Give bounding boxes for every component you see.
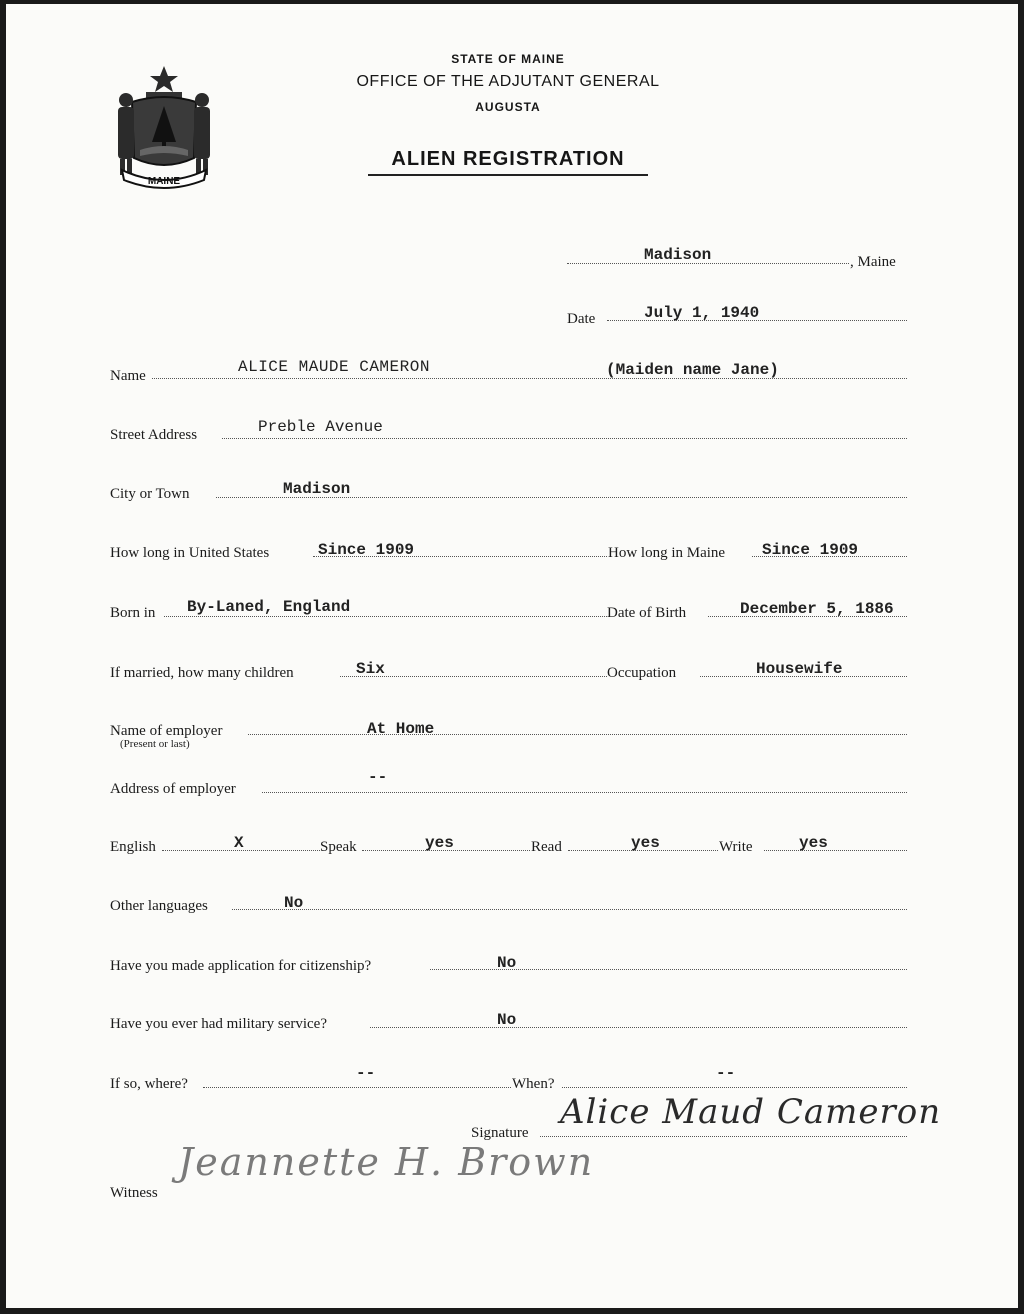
title-underline <box>368 174 648 176</box>
us-time-label: How long in United States <box>110 545 270 561</box>
witness-label: Witness <box>110 1185 158 1201</box>
when-value: -- <box>716 1064 736 1082</box>
street-line <box>222 438 907 439</box>
employer-label: Name of employer <box>110 723 223 739</box>
place-value: Madison <box>644 246 712 264</box>
header-city: AUGUSTA <box>475 100 541 114</box>
street-value: Preble Avenue <box>258 418 383 436</box>
citizenship-label: Have you made application for citizenship? <box>110 958 372 974</box>
header-state: STATE OF MAINE <box>451 52 565 66</box>
employer-sublabel: (Present or last) <box>120 738 190 750</box>
born-label: Born in <box>110 605 156 621</box>
employer-value: At Home <box>367 720 435 738</box>
employer-address-value: -- <box>368 768 388 786</box>
us-time-value: Since 1909 <box>318 541 415 559</box>
other-languages-label: Other languages <box>110 898 208 914</box>
write-value: yes <box>799 834 828 852</box>
read-label: Read <box>531 839 562 855</box>
signature-label: Signature <box>471 1125 529 1141</box>
dob-label: Date of Birth <box>607 605 687 621</box>
born-value: By-Laned, England <box>187 598 351 616</box>
maine-time-label: How long in Maine <box>608 545 726 561</box>
employer-address-label: Address of employer <box>110 781 236 797</box>
english-value: X <box>234 834 244 852</box>
write-line <box>764 850 907 851</box>
speak-label: Speak <box>320 839 357 855</box>
military-line <box>370 1027 907 1028</box>
maine-time-value: Since 1909 <box>762 541 859 559</box>
read-value: yes <box>631 834 660 852</box>
signature-value: Alice Maud Cameron <box>560 1092 942 1132</box>
citizenship-value: No <box>497 954 517 972</box>
children-label: If married, how many children <box>110 665 294 681</box>
name-value: ALICE MAUDE CAMERON <box>238 358 430 376</box>
born-line <box>164 616 607 617</box>
dob-value: December 5, 1886 <box>740 600 894 618</box>
other-languages-line <box>232 909 907 910</box>
city-value: Madison <box>283 480 351 498</box>
employer-line <box>248 734 907 735</box>
city-label: City or Town <box>110 486 190 502</box>
when-line <box>562 1087 907 1088</box>
military-label: Have you ever had military service? <box>110 1016 327 1032</box>
english-label: English <box>110 839 156 855</box>
when-label: When? <box>512 1076 555 1092</box>
place-suffix: , Maine <box>850 254 896 270</box>
street-label: Street Address <box>110 427 198 443</box>
date-label: Date <box>567 311 596 327</box>
maine-state-seal-icon <box>108 62 220 190</box>
witness-value: Jeannette H. Brown <box>178 1140 595 1184</box>
seal-text: MAINE <box>147 176 181 187</box>
date-value: July 1, 1940 <box>644 304 760 322</box>
where-line <box>203 1087 511 1088</box>
signature-line <box>540 1136 907 1137</box>
military-value: No <box>497 1011 517 1029</box>
name-line <box>152 378 907 379</box>
speak-value: yes <box>425 834 454 852</box>
form-title: ALIEN REGISTRATION <box>391 148 625 170</box>
children-value: Six <box>356 660 385 678</box>
write-label: Write <box>719 839 753 855</box>
occupation-value: Housewife <box>756 660 843 678</box>
other-languages-value: No <box>284 894 304 912</box>
where-label: If so, where? <box>110 1076 188 1092</box>
header-office: OFFICE OF THE ADJUTANT GENERAL <box>356 73 660 90</box>
occupation-label: Occupation <box>607 665 677 681</box>
employer-address-line <box>262 792 907 793</box>
maiden-name-value: (Maiden name Jane) <box>606 361 779 379</box>
where-value: -- <box>356 1064 376 1082</box>
name-label: Name <box>110 368 146 384</box>
